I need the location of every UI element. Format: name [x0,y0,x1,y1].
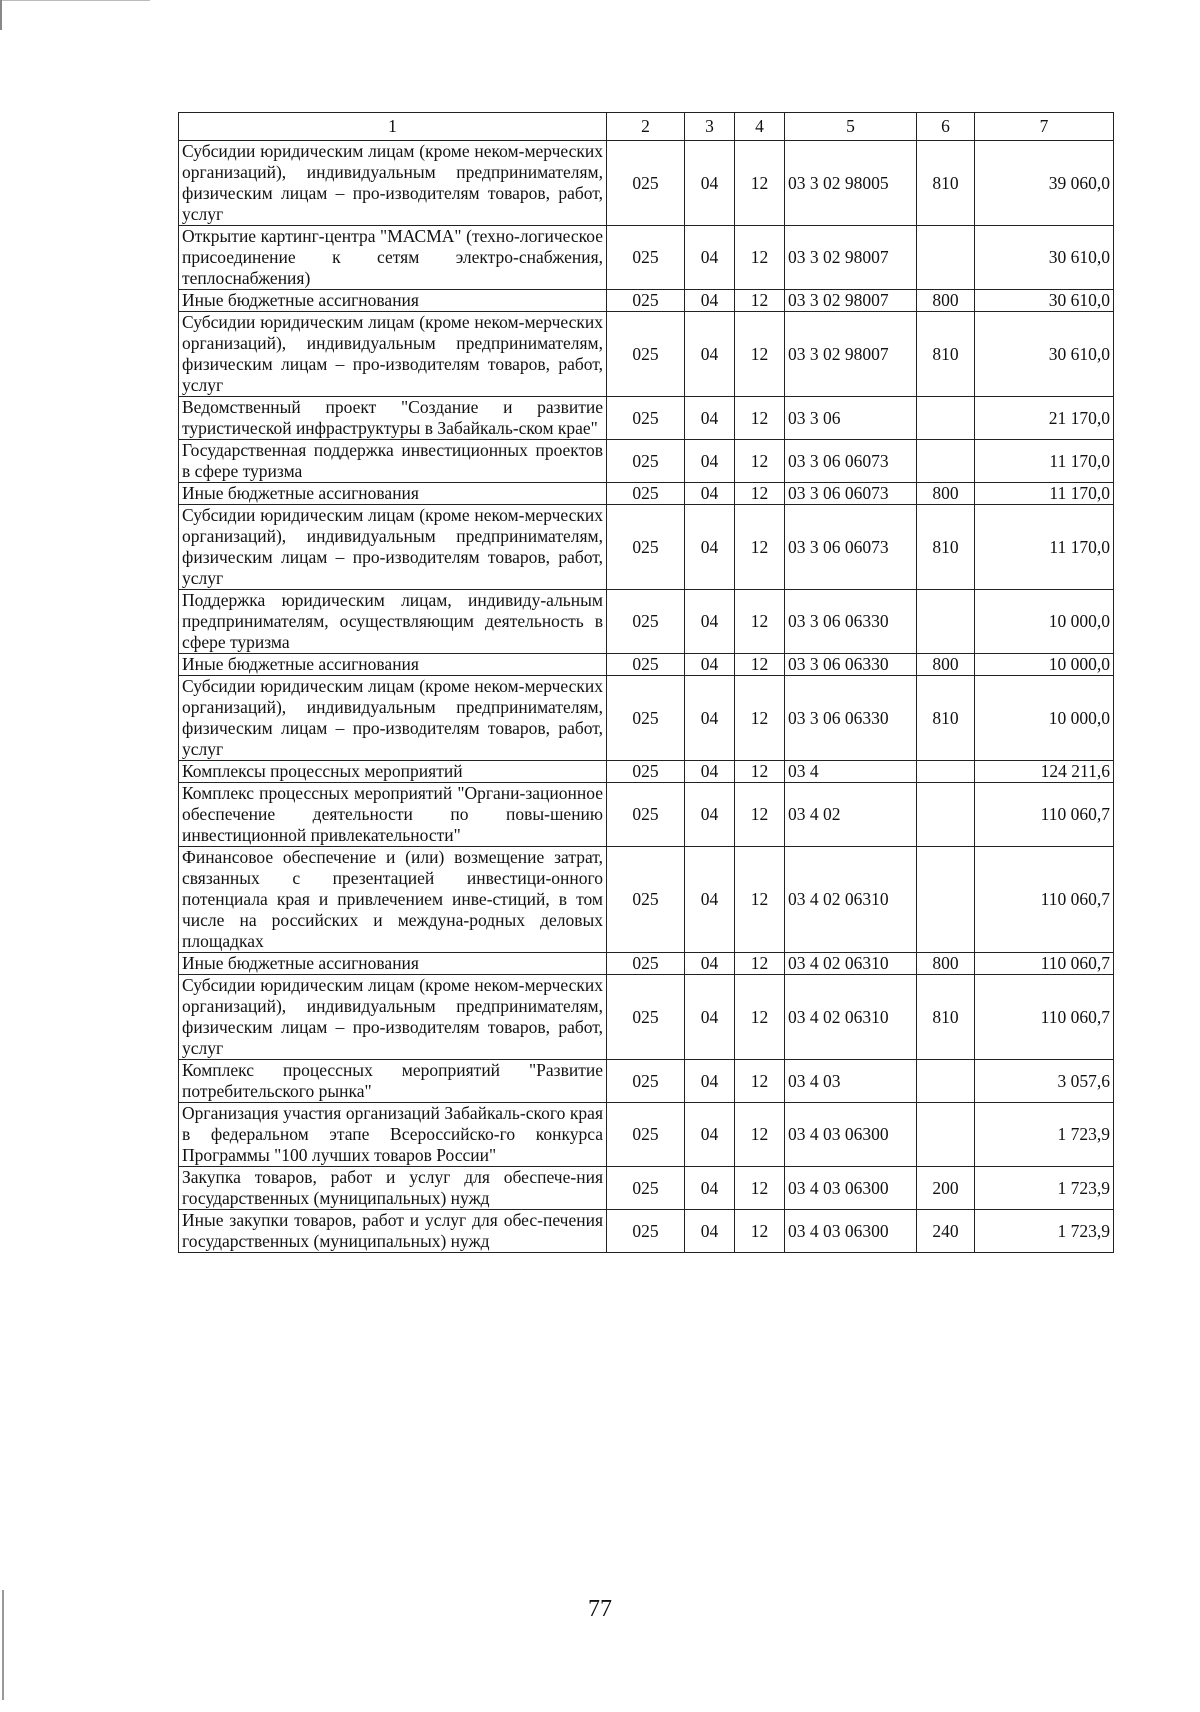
row-col-2-cell: 025 [607,226,685,290]
row-name-cell: Иные бюджетные ассигнования [179,483,607,505]
table-row [179,953,1114,975]
row-col-4-cell: 12 [735,847,785,953]
row-col-6-cell [917,783,975,847]
row-name-cell: Иные бюджетные ассигнования [179,953,607,975]
row-sum-cell: 11 170,0 [975,483,1114,505]
row-sum-cell: 30 610,0 [975,312,1114,397]
row-sum-cell: 110 060,7 [975,783,1114,847]
row-name-cell: Финансовое обеспечение и (или) возмещение затрат, связанных с презентацией инвестици-онного потенциала края и привлечением инве-стиций, в том числе на российских и междуна-родных деловых площадках [179,847,607,953]
row-code-cell: 03 4 02 [785,783,917,847]
row-name-cell: Субсидии юридическим лицам (кроме неком-мерческих организаций), индивидуальным предпринимателям, физическим лицам – про-изводителям товаров, работ, услуг [179,505,607,590]
row-col-6-cell [917,440,975,483]
row-col-2-cell: 025 [607,1210,685,1253]
row-col-4-cell: 12 [735,505,785,590]
row-col-2-cell: 025 [607,1060,685,1103]
row-code-cell: 03 3 02 98005 [785,141,917,226]
row-col-4-cell: 12 [735,1103,785,1167]
row-col-4-cell: 12 [735,440,785,483]
row-code-cell: 03 4 02 06310 [785,953,917,975]
row-col-3-cell: 04 [685,505,735,590]
row-col-3-cell: 04 [685,975,735,1060]
row-col-4-cell: 12 [735,226,785,290]
row-col-6-cell: 240 [917,1210,975,1253]
row-col-4-cell: 12 [735,1210,785,1253]
row-col-4-cell: 12 [735,290,785,312]
row-sum-cell: 30 610,0 [975,290,1114,312]
row-name-cell: Государственная поддержка инвестиционных проектов в сфере туризма [179,440,607,483]
row-col-2-cell: 025 [607,141,685,226]
row-sum-cell: 21 170,0 [975,397,1114,440]
row-col-6-cell [917,226,975,290]
row-code-cell: 03 3 02 98007 [785,290,917,312]
row-col-3-cell: 04 [685,312,735,397]
row-col-6-cell: 800 [917,290,975,312]
row-col-2-cell: 025 [607,1103,685,1167]
row-name-cell: Закупка товаров, работ и услуг для обеспече-ния государственных (муниципальных) нужд [179,1167,607,1210]
table-header-row [179,113,1114,141]
row-sum-cell: 39 060,0 [975,141,1114,226]
table-row [179,505,1114,590]
row-name-cell: Иные закупки товаров, работ и услуг для обес-печения государственных (муниципальных) нужд [179,1210,607,1253]
row-col-3-cell: 04 [685,1103,735,1167]
row-sum-cell: 110 060,7 [975,975,1114,1060]
row-col-4-cell: 12 [735,676,785,761]
row-code-cell: 03 3 06 06330 [785,676,917,761]
row-name-cell: Субсидии юридическим лицам (кроме неком-мерческих организаций), индивидуальным предпринимателям, физическим лицам – про-изводителям товаров, работ, услуг [179,312,607,397]
table-row [179,1210,1114,1253]
table-row [179,590,1114,654]
row-col-6-cell [917,1060,975,1103]
row-col-4-cell: 12 [735,1167,785,1210]
row-col-2-cell: 025 [607,440,685,483]
row-col-4-cell: 12 [735,141,785,226]
row-sum-cell: 10 000,0 [975,654,1114,676]
row-code-cell: 03 3 06 06330 [785,654,917,676]
row-col-2-cell: 025 [607,654,685,676]
row-name-cell: Комплекс процессных мероприятий "Развитие потребительского рынка" [179,1060,607,1103]
table-row [179,312,1114,397]
row-col-3-cell: 04 [685,141,735,226]
row-name-cell: Ведомственный проект "Создание и развитие туристической инфраструктуры в Забайкаль-ском крае" [179,397,607,440]
scan-edge-left [0,0,2,30]
row-name-cell: Иные бюджетные ассигнования [179,290,607,312]
table-row [179,290,1114,312]
row-col-6-cell: 800 [917,483,975,505]
row-col-4-cell: 12 [735,953,785,975]
table-row [179,226,1114,290]
row-col-3-cell: 04 [685,847,735,953]
row-col-6-cell: 200 [917,1167,975,1210]
row-col-6-cell [917,590,975,654]
row-sum-cell: 11 170,0 [975,505,1114,590]
row-name-cell: Иные бюджетные ассигнования [179,654,607,676]
row-col-2-cell: 025 [607,290,685,312]
row-code-cell: 03 4 02 06310 [785,975,917,1060]
row-code-cell: 03 4 03 06300 [785,1167,917,1210]
row-sum-cell: 11 170,0 [975,440,1114,483]
row-col-6-cell [917,397,975,440]
row-col-6-cell: 810 [917,312,975,397]
table-row [179,483,1114,505]
row-col-4-cell: 12 [735,654,785,676]
header-col-5: 5 [785,113,917,141]
row-code-cell: 03 4 [785,761,917,783]
row-code-cell: 03 3 06 06330 [785,590,917,654]
row-col-4-cell: 12 [735,312,785,397]
row-col-3-cell: 04 [685,783,735,847]
page-number: 77 [588,1596,612,1622]
row-code-cell: 03 3 06 06073 [785,483,917,505]
row-name-cell: Комплексы процессных мероприятий [179,761,607,783]
row-name-cell: Субсидии юридическим лицам (кроме неком-мерческих организаций), индивидуальным предпринимателям, физическим лицам – про-изводителям товаров, работ, услуг [179,975,607,1060]
row-col-2-cell: 025 [607,483,685,505]
row-sum-cell: 10 000,0 [975,676,1114,761]
row-sum-cell: 10 000,0 [975,590,1114,654]
row-col-3-cell: 04 [685,676,735,761]
row-sum-cell: 1 723,9 [975,1167,1114,1210]
row-name-cell: Организация участия организаций Забайкаль-ского края в федеральном этапе Всероссийско-го конкурса Программы "100 лучших товаров России" [179,1103,607,1167]
row-name-cell: Открытие картинг-центра "МАСМА" (техно-логическое присоединение к сетям электро-снабжения, теплоснабжения) [179,226,607,290]
table-row [179,676,1114,761]
header-col-4: 4 [735,113,785,141]
row-code-cell: 03 4 02 06310 [785,847,917,953]
row-name-cell: Поддержка юридическим лицам, индивиду-альным предпринимателям, осуществляющим деятельность в сфере туризма [179,590,607,654]
row-code-cell: 03 3 02 98007 [785,312,917,397]
row-col-3-cell: 04 [685,953,735,975]
row-col-2-cell: 025 [607,312,685,397]
row-col-2-cell: 025 [607,953,685,975]
table-row [179,1167,1114,1210]
row-code-cell: 03 3 02 98007 [785,226,917,290]
header-col-1: 1 [179,113,607,141]
header-col-6: 6 [917,113,975,141]
row-col-6-cell [917,761,975,783]
row-col-6-cell [917,1103,975,1167]
row-col-2-cell: 025 [607,1167,685,1210]
row-col-3-cell: 04 [685,1210,735,1253]
table-row [179,397,1114,440]
row-col-3-cell: 04 [685,761,735,783]
table-row [179,1060,1114,1103]
row-sum-cell: 1 723,9 [975,1103,1114,1167]
row-sum-cell: 3 057,6 [975,1060,1114,1103]
row-code-cell: 03 4 03 06300 [785,1210,917,1253]
row-col-4-cell: 12 [735,1060,785,1103]
row-col-3-cell: 04 [685,397,735,440]
table-row [179,761,1114,783]
row-col-3-cell: 04 [685,654,735,676]
header-col-3: 3 [685,113,735,141]
row-code-cell: 03 4 03 06300 [785,1103,917,1167]
row-code-cell: 03 3 06 06073 [785,505,917,590]
row-sum-cell: 1 723,9 [975,1210,1114,1253]
table-row [179,440,1114,483]
row-col-3-cell: 04 [685,483,735,505]
row-col-3-cell: 04 [685,226,735,290]
row-col-3-cell: 04 [685,1060,735,1103]
row-sum-cell: 30 610,0 [975,226,1114,290]
row-name-cell: Комплекс процессных мероприятий "Органи-зационное обеспечение деятельности по повы-шению инвестиционной привлекательности" [179,783,607,847]
row-name-cell: Субсидии юридическим лицам (кроме неком-мерческих организаций), индивидуальным предпринимателям, физическим лицам – про-изводителям товаров, работ, услуг [179,676,607,761]
table-row [179,847,1114,953]
row-col-4-cell: 12 [735,397,785,440]
row-col-6-cell: 800 [917,654,975,676]
row-col-6-cell [917,847,975,953]
row-col-6-cell: 810 [917,975,975,1060]
table-row [179,1103,1114,1167]
table-row [179,783,1114,847]
row-col-2-cell: 025 [607,761,685,783]
table-row [179,141,1114,226]
row-col-6-cell: 800 [917,953,975,975]
row-col-3-cell: 04 [685,590,735,654]
row-col-3-cell: 04 [685,290,735,312]
row-col-2-cell: 025 [607,676,685,761]
row-col-2-cell: 025 [607,847,685,953]
row-col-4-cell: 12 [735,761,785,783]
row-col-2-cell: 025 [607,783,685,847]
row-col-6-cell: 810 [917,505,975,590]
table-row [179,654,1114,676]
budget-table [178,112,1114,1253]
row-code-cell: 03 4 03 [785,1060,917,1103]
row-col-4-cell: 12 [735,483,785,505]
row-sum-cell: 110 060,7 [975,953,1114,975]
row-code-cell: 03 3 06 [785,397,917,440]
header-col-2: 2 [607,113,685,141]
header-col-7: 7 [975,113,1114,141]
row-col-3-cell: 04 [685,1167,735,1210]
row-name-cell: Субсидии юридическим лицам (кроме неком-мерческих организаций), индивидуальным предпринимателям, физическим лицам – про-изводителям товаров, работ, услуг [179,141,607,226]
row-col-2-cell: 025 [607,397,685,440]
row-sum-cell: 124 211,6 [975,761,1114,783]
row-col-2-cell: 025 [607,590,685,654]
table-row [179,975,1114,1060]
scan-edge-top [0,0,150,1]
row-col-2-cell: 025 [607,505,685,590]
row-col-4-cell: 12 [735,783,785,847]
row-col-2-cell: 025 [607,975,685,1060]
row-col-4-cell: 12 [735,590,785,654]
row-col-4-cell: 12 [735,975,785,1060]
row-sum-cell: 110 060,7 [975,847,1114,953]
row-col-6-cell: 810 [917,676,975,761]
row-code-cell: 03 3 06 06073 [785,440,917,483]
row-col-6-cell: 810 [917,141,975,226]
row-col-3-cell: 04 [685,440,735,483]
